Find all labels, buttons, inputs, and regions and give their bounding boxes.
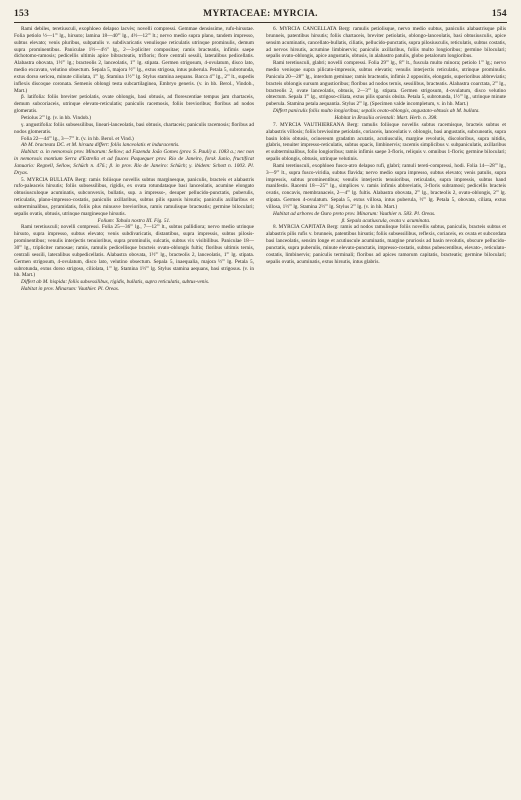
left-column xyxy=(14,26,254,293)
right-page-number: 154 xyxy=(491,9,507,19)
paragraph: Habitat: α. in nemorosis prov. Minarum: Sellow; ad Fazenda João Gomes (prov. S. Pauli) α. 1083 a.; nec non in nemorosis montium Serra d'Estrella et ad fauces Paquequer prov. Rio de Janeiro, forsk Junio, fructificat Januario: Regnell, Sellow, Schüch n. 476.; β. in prov. Rio de Janeiro: Schüch; γ. ibidem: Schott n. 1003. Pl. Dryas. xyxy=(14,149,254,176)
paragraph: β. Sepala acutiuscula, ovata v. acuminata. xyxy=(341,217,431,224)
paragraph: Petiolus 2''' lg. (v. in hb. Vindob.) xyxy=(21,114,92,121)
paragraph: Habitat ad arbores de Ouro preto prov. Minarum: Vauthier n. 583. Pl. Oreas. xyxy=(273,210,436,217)
right-column xyxy=(266,26,506,293)
paragraph: 7. MYRCIA VAUTHIEREANA Berg: ramulis foliisque novellis subtus racemisque, bracteis subtus et alabastris villosis; foliis brevissime petiolatis, coriaceis, lanceolatis v. oblongis, basi angustatis, subcuneatis, supra basin lobis obtusis, ocinereum gradatim acutatis, acutiusculis, margine revolutis, discoloribus, supra nitidis, glabris, tenuiter impresso-reticulatis, subtus opacis, limbinervis; racemis simplicibus v. subpaniculatis, axillaribus et subterminalibus, folio longioribus; ramis infimis saepe 3-floris, reliquis v. omnibus 1-floris; germine biloculari; sepalis oblongis, obtusis, utrinque velutinis. xyxy=(266,121,506,163)
running-title: MYRTACEAE: MYRCIA. xyxy=(203,9,318,19)
paragraph: Folia 22—44''' lg., 3—7''' lt. (v. in hb. Berol. et Vind.) xyxy=(21,135,134,142)
text-columns xyxy=(14,26,507,293)
paragraph: Habitat in prov. Minarum: Vauthier. Pl. Oreas. xyxy=(21,286,120,293)
paragraph: Differt paniculis foliis multo longioribus; sepalis ovato-oblongis, angustato-obtusis ab M. bullata. xyxy=(273,108,480,115)
paragraph: Rami teretiusculi, exophloeo fusco-atro delapso rufi, glabri; ramuli tereti-compressi, hodi. Folia 14—28''' lg., 3—9''' lt., supra fusco-viridia, subtus flavida; nervo medio supra impresso, subtus elevato; venis patulis, supra impressis, subtus prominentibus; venulis interjectis tenuioribus, reticulatis, supra impressis, subtus hand manifestis. Racemi 18—25''' lg., simplices v. ramis infimis abbreviatis, 3-floris subramosi; pedicellis bracteis ovatis, concavis, membranaceis, 2—4''' lg. fultis. Alabastra obovata, 2''' lg., bracteolis 2, ovato-oblongis, 2''' lg. stipata. Germen 4-ovulatum. Sepala 5, extus villosa, intus puberula, ½''' lg. Petala 5, obovata, ciliata, extus villosa, 1½''' lg. Stamina 2½''' lg. Stylus 2''' lg. (v. in hb. Mart.) xyxy=(266,162,506,210)
paragraph: Rami teretiusculi, glabri; novelli compressi. Folia 29''' lg., 8''' lt., fuscula multo minora; petiolo 1''' lg.; nervo medio venisque supra pilicato-impressis, subtus elevatis; venulis interjectis reticulatis, utrinque prominulis. Panicula 20—28''' lg., interdum geminae; ramis bracteatis, infimis 2 oppositis, elongatis, superioribus abbreviatis; bracteis oblongis sursum angustioribus; floribus ad nodos ternis, sessilibus, bracteatis. Alabastra coarctata, 2''' lg., bracteolis 2, ovate lanceolatis, obtusis, 2—3''' lg. stipata. Germen strigosum, 4-ovulatum, disco velutino obtectum. Sepala 1''' lg., strigoso-ciliata, extus pilis sparsis obsita. Petala 5, subrotunda, 1½''' lg., utrinque minute puberula. Stamina petala aequantia. Stylus 2''' lg. (Specimen valde incompletum, v. in hb. Mart.) xyxy=(266,60,506,108)
left-page-number: 153 xyxy=(14,9,30,19)
paragraph: Ab M. bracteata DC. et M. hirsuta differt: foliis lanceolatis et induracentis. xyxy=(21,142,180,149)
paragraph: Rami teretiusculi; novelli compressi. Folia 25—36''' lg., 7—12''' lt., subtus pallidiora; nervo medio utrinque hirsuto, supra impresso, subtus elevato; venis subdivaricatis, distantibus, supra impressis, subtus pilosis-prominentibus; venulis interjectis tenuioribus, supra prominulis, sulcatis, subtus vix visibilibus. Paniculae 18—30''' lg., tripliciter ramosae; ramis, ramulis pedicellisque bracteis ovato-oblongis fultis; floribus ultimis ternis, centrali sessili, lateralibus subpedicellatis. Alabastra obovata, 1½''' lg., bracteolis 2, lanceolatis, 1''' lg. stipata. Germen strigosum, 4-ovulatum, disco lato, velutino obsectum. Sepala 5, inaequalia, majora ½''' lg. Petala 5, subrotunda, extus dorso strigoso, ciliolata, 1''' lg. Stamina 1½''' lg. Stylus stamina aequans, basi strigosus. (v. in hb. Mart.) xyxy=(14,224,254,279)
paragraph: 6. MYRCIA CANCELLATA Berg: ramulis petiolisque, nervo medio subtus, paniculis alabastrisque pilis brunneis, patentibus hirsutis; foliis chartaceis, breviter petiolatis, oblongo-lanceolatis, basi obtusiusculis, apice sensim acuminatis, cancellato-bullatis, ciliatis, pellucido-punctatis, supra pilosiusculis, reticulatis, subtus costatis, ad nervos hirsutis, acrumine limbinervis; paniculis axillaribus, foliis multo longioribus; germine biloculari; sepalis ovato-oblongis, apice angustatis, obtusis, in alabastro patulis, globo petalorum longioribus. xyxy=(266,26,506,60)
header-rule xyxy=(14,22,507,23)
paragraph: 8. MYRCIA CAPITATA Berg: ramis ad nodos ramulisque foliis novellis subtus, paniculis, bracteis subtus et alabastris pilis rufis v. brunneis, patentibus hirsutis; foliis subsessilibus, reflexis, coriaceis, ex ovata et subcordata basi lanceolatis, sensim longe et acutiuscule acuminatis, margine pruriosis ad basin revolutis, obscure pellucido-punctatis, supra puberulis, minute elevato-punctatis, impresso-costatis, subtus pubescentibus, elevato-, reticulato-costatis, limbinervis; paniculis terminali; floribus ad apices ramorum capitatis, bracteatis; germine biloculari; sepalis ovatis, acuminatis, extus hirsutis, intus glabris. xyxy=(266,224,506,265)
paragraph: Habitat in Brasilia orientali: Mart. Herb. n. 398. xyxy=(334,114,438,121)
paragraph: γ. angustifolia: foliis subsessilibus, lineari-lanceolatis, basi obtusis, chartaceis; paniculis racemosis; floribus ad nodos glomeratis. xyxy=(14,121,254,135)
page-header xyxy=(14,9,507,19)
paragraph: β. latifolia: foliis breviter petiolatis, ovate oblongis, basi obtusis, ad florescentiae tempus jam chartaceis, demum subcoriaceis, utrinque elevato-reticulatis; paniculis racemosis, foliis brevioribus; floribus ad nodos glomeratis. xyxy=(14,94,254,115)
paragraph: 5. MYRCIA BULLATA Berg: ramis foliisque novellis subtus marginesque, paniculis, bracteis et alabastris rufo-paleaceis hirsutis; foliis subsessilibus, rigidis, ex ovata rotundataque basi lanceolatis, acumine elongato obtusiusculoque acuminatis, subconvexis, bullatis, sup. a impresso-, desuper pellucido-punctatis, puberulis, reticulatis, plano-impresso-costatis, paniculis axillaribus, subtus pilis sparsis hirsutis; paniculis axillaribus et subterminalibus, pyramidatis, foliis plus minusve brevioribus, ramis ramulisque bracteatis; germine biloculari; sepalis ovatis, obtusis, utrinque marginesque hirsutis. xyxy=(14,176,254,217)
paragraph: Folium: Tabula nostra III. Fig. 51. xyxy=(97,217,171,224)
paragraph: Rami debiles, teretiusculi, exophloeo delapso lacvès; novelli compressi. Gemmae densissime, rufo-hirsutae. Folia petiolo ½—1''' lg., hirsuto; lamina 18—40''' lg., 4½—12''' lt.; nervo medio supra plano, tandem impresso, subtus elevato; venis pluribus, subpatulis v. subdivaricatis venulisque reticulatis utrinque prominulis, demum supra prominentibus. Paniculae 1½—4½'' lg., 2—3-pliciter compositae; ramis bracteatis, infimis saepe dichotomo-ramosis; pedicellis ultimis apice bibracteatis, trifloris; flore centrali sessili, lateralibus pedicellatis. Alabastra obovata, 1½''' lg.; bracteolis 2, lanceolatis, 1''' lg. stipata. Germen strigosum, 4-ovulatum, disco lato, medio excavato, velutino obsectum. Sepala 5, majora ½''' lg., extus strigosa, intus puberula. Petala 5, subrotunda, extus dorso sericea, minute ciliolata, 1''' lg. Stamina 1½''' lg. Stylus stamina aequans. Bacca 4''' lg., 2''' lt., supedis inflexis discoque coronata. Semenis oblongi testa subcartilaginea, Embryo generis. (v. in hb. Berol., Vindob., Mart.) xyxy=(14,26,254,94)
paragraph: Differt ab M. hispida: foliis subsessilibus, rigidis, bullatis, supra reticulatis, subtus-venis. xyxy=(21,279,210,286)
